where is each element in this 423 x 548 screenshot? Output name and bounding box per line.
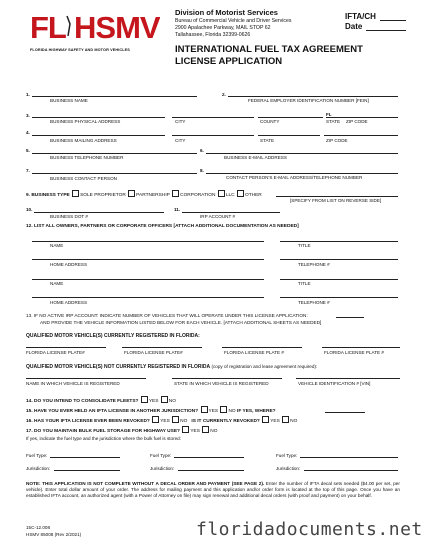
question-14-text: 14. DO YOU INTEND TO CONSOLIDATE FLEETS? (26, 399, 139, 404)
jurisdiction-field-3[interactable] (304, 470, 398, 471)
reg-state-field[interactable] (172, 378, 282, 379)
other-label: OTHER (244, 193, 262, 198)
owners-heading: 12. LIST ALL OWNERS, PARTNERS OR CORPORATE OFFICERS [ATTACH ADDITIONAL DOCUMENTATION AS NEEDED] (26, 224, 299, 229)
mailing-state-field[interactable] (258, 135, 320, 136)
contact-email-field[interactable] (206, 173, 398, 174)
agency-logo (30, 10, 160, 50)
question-14 (26, 396, 176, 404)
officer-2-address-field[interactable] (32, 297, 264, 298)
state-fl-value: FL (326, 112, 332, 117)
q15-where-label: IF YES, WHERE? (237, 409, 276, 414)
zip-label: ZIP CODE (346, 119, 368, 124)
q15-yes-checkbox[interactable] (201, 406, 208, 413)
officer-2-title-field[interactable] (280, 279, 398, 280)
logo-text: FL (30, 10, 66, 42)
mailing-city-label: CITY (175, 138, 186, 143)
q16-current-no-checkbox[interactable] (282, 416, 289, 423)
officer-1-name-field[interactable] (32, 241, 264, 242)
business-name-field[interactable] (32, 96, 197, 97)
contact-email-label: CONTACT PERSON'S E-MAIL ADDRESS/TELEPHONE NUMBER (226, 175, 363, 180)
footer-note (26, 481, 400, 499)
q15-where-field[interactable] (325, 412, 365, 413)
ifta-ch-label: IFTA/CH (345, 12, 376, 21)
yes-label: YES (270, 419, 280, 424)
fuel-type-label-3: Fuel Type: (276, 453, 298, 458)
sole-proprietor-label: SOLE PROPRIETOR (80, 193, 126, 198)
irp-vehicle-instruction-2: AND PROVIDE THE VEHICLE INFORMATION LISTED BELOW FOR EACH VEHICLE. [ATTACH ADDITIONAL SHEETS AS NEEDED] (40, 320, 322, 325)
officer-1-address-field[interactable] (32, 259, 264, 260)
no-label: NO (210, 429, 218, 434)
dot-label: BUSINESS DOT # (50, 214, 88, 219)
field-number: 5. (26, 148, 30, 153)
jurisdiction-field-1[interactable] (54, 470, 120, 471)
question-15 (26, 406, 276, 414)
question-16 (26, 416, 297, 424)
physical-address-field[interactable] (32, 117, 165, 118)
yes-label: YES (148, 399, 159, 404)
business-name-label: BUSINESS NAME (50, 98, 88, 103)
q16-no-checkbox[interactable] (172, 416, 179, 423)
form-title-1: INTERNATIONAL FUEL TAX AGREEMENT (175, 44, 363, 55)
footer-note-text: Enter the number of IFTA decal sets needed ($4.00 per set, per vehicle). Enter total dollar amount of your order. The address for mailing payment and this application and/or order form is located at the top of this page. Once you have an established IFTA account, an authorized agent (with a Power of Attorney on file) may sign renewal and additional decal orders (with proof and payment) on your behalf. (26, 481, 400, 498)
llc-label: LLC (225, 193, 235, 198)
irp-label: IRP ACCOUNT # (200, 214, 236, 219)
ifta-ch-field[interactable] (380, 20, 406, 21)
officer-name-label: NAME (50, 281, 64, 286)
field-number: 8. (200, 168, 204, 173)
mailing-state-label: STATE (260, 138, 275, 143)
footer-note-bold: NOTE: THIS APPLICATION IS NOT COMPLETE WITHOUT A DECAL ORDER AND PAYMENT (SEE PAGE 2). (26, 481, 265, 486)
address-line-1: 2900 Apalachee Parkway, MAIL STOP 62 (175, 25, 271, 31)
field-number: 7. (26, 168, 30, 173)
qualified-not-fl-heading (26, 364, 317, 370)
date-label: Date (345, 22, 363, 31)
city-label: CITY (175, 119, 186, 124)
officer-1-title-field[interactable] (280, 241, 398, 242)
officer-title-label: TITLE (298, 243, 311, 248)
llc-checkbox[interactable] (218, 190, 225, 197)
plate-label-1: FLORIDA LICENSE PLATE# (26, 350, 85, 355)
reg-state-label: STATE IN WHICH VEHICLE IS REGISTERED (174, 381, 269, 386)
irp-vehicle-instruction: 13. IF NO ACTIVE IRP ACCOUNT: INDICATE NUMBER OF VEHICLES THAT WILL OPERATE UNDER THIS LICENSE APPLICATION: (26, 313, 308, 318)
fuel-type-label-1: Fuel Type: (26, 453, 48, 458)
reg-name-field[interactable] (26, 378, 146, 379)
county-field[interactable] (258, 117, 323, 118)
mailing-city-field[interactable] (172, 135, 254, 136)
plate-label-2: FLORIDA LICENSE PLATE# (124, 350, 183, 355)
fuel-type-label-2: Fuel Type: (150, 453, 172, 458)
corporation-checkbox[interactable] (172, 190, 179, 197)
field-number: 2. (222, 92, 226, 97)
state-label: STATE (326, 119, 341, 124)
zip-field[interactable] (326, 117, 398, 118)
yes-label: YES (208, 409, 219, 414)
officer-phone-label: TELEPHONE # (298, 262, 330, 267)
officer-phone-label: TELEPHONE # (298, 300, 330, 305)
jurisdiction-label-2: Jurisdiction: (150, 466, 175, 471)
county-label: COUNTY (260, 119, 280, 124)
officer-2-name-field[interactable] (32, 279, 264, 280)
form-revision: HSMV 85008 (Rev 2/2021) (26, 532, 82, 537)
fein-label: FEDERAL EMPLOYER IDENTIFICATION NUMBER [FEIN] (248, 98, 369, 103)
no-label: NO (290, 419, 298, 424)
telephone-field[interactable] (32, 153, 197, 154)
plate-label-4: FLORIDA LICENSE PLATE # (324, 350, 384, 355)
jurisdiction-field-2[interactable] (178, 470, 244, 471)
q15-no-checkbox[interactable] (220, 406, 227, 413)
sole-proprietor-checkbox[interactable] (72, 190, 79, 197)
contact-person-label: BUSINESS CONTACT PERSON (50, 176, 117, 181)
plate-field-4[interactable] (322, 347, 400, 348)
field-number: 11. (174, 207, 181, 212)
logo-subtitle: FLORIDA HIGHWAY SAFETY AND MOTOR VEHICLES (30, 48, 130, 52)
question-16-text: 16. HAS YOUR IFTA LICENSE EVER BEEN REVOKED? (26, 419, 150, 424)
irp-field[interactable] (182, 212, 280, 213)
logo-graphic (30, 10, 160, 42)
officer-name-label: NAME (50, 243, 64, 248)
fuel-type-field-1[interactable] (50, 457, 120, 458)
q16-yes-checkbox[interactable] (152, 416, 159, 423)
corporation-label: CORPORATION (180, 193, 216, 198)
mailing-zip-label: ZIP CODE (326, 138, 348, 143)
jurisdiction-label-1: Jurisdiction: (26, 466, 51, 471)
q14-yes-checkbox[interactable] (141, 396, 148, 403)
watermark: floridadocuments.net (196, 519, 423, 540)
dot-field[interactable] (34, 212, 164, 213)
partnership-checkbox[interactable] (128, 190, 135, 197)
yes-label: YES (190, 429, 200, 434)
field-number: 4. (26, 130, 30, 135)
q17-yes-checkbox[interactable] (182, 426, 189, 433)
address-line-2: Tallahassee, Florida 32399-0626 (175, 32, 251, 38)
plate-field-1[interactable] (26, 347, 106, 348)
specify-note: [SPECIFY FROM LIST ON REVERSE SIDE] (290, 198, 382, 203)
fuel-type-field-2[interactable] (174, 457, 244, 458)
business-type-label: 9. BUSINESS TYPE (26, 193, 70, 198)
date-field[interactable] (366, 30, 406, 31)
vin-field[interactable] (296, 378, 400, 379)
telephone-label: BUSINESS TELEPHONE NUMBER (50, 155, 124, 160)
division-title: Division of Motorist Services (175, 8, 278, 17)
question-17-text: 17. DO YOU MAINTAIN BULK FUEL STORAGE FOR HIGHWAY USE? (26, 429, 180, 434)
vin-label: VEHICLE IDENTIFICATION # [VIN] (298, 381, 371, 386)
logo-text-hsmv: HSMV (74, 10, 160, 42)
form-number: 15C-12.008 (26, 525, 51, 530)
qualified-not-fl-note: (copy of registration and lease agreement required): (211, 364, 318, 369)
officer-1-phone-field[interactable] (280, 259, 398, 260)
field-number: 3. (26, 113, 30, 118)
form-title-2: LICENSE APPLICATION (175, 56, 283, 67)
fuel-type-field-3[interactable] (300, 457, 398, 458)
field-number: 6. (200, 148, 204, 153)
q17-no-checkbox[interactable] (202, 426, 209, 433)
officer-title-label: TITLE (298, 281, 311, 286)
email-label: BUSINESS E-MAIL ADDRESS (224, 155, 287, 160)
mailing-zip-field[interactable] (324, 135, 398, 136)
mailing-address-field[interactable] (32, 135, 165, 136)
no-label: NO (228, 409, 236, 414)
city-field[interactable] (172, 117, 254, 118)
officer-2-phone-field[interactable] (280, 297, 398, 298)
vehicle-count-field[interactable] (336, 317, 364, 318)
contact-person-field[interactable] (32, 173, 197, 174)
q16-current-yes-checkbox[interactable] (262, 416, 269, 423)
question-17 (26, 426, 217, 434)
plate-field-2[interactable] (122, 347, 202, 348)
qualified-not-fl-title: QUALIFIED MOTOR VEHICLE(S) NOT CURRENTLY REGISTERED IN FLORIDA (26, 364, 211, 370)
mailing-address-label: BUSINESS MAILING ADDRESS (50, 138, 117, 143)
no-label: NO (168, 399, 176, 404)
reg-name-label: NAME IN WHICH VEHICLE IS REGISTERED (26, 381, 120, 386)
bureau-text: Bureau of Commercial Vehicle and Driver Services (175, 18, 292, 24)
partnership-label: PARTNERSHIP (136, 193, 170, 198)
bulk-fuel-note: If yes, indicate the fuel type and the jurisdiction where the bulk fuel is stored: (26, 436, 181, 441)
q16-current-label: IS IT CURRENTLY REVOKED? (191, 419, 260, 424)
officer-address-label: HOME ADDRESS (50, 262, 88, 267)
other-specify-field[interactable] (276, 196, 398, 197)
yes-label: YES (160, 419, 170, 424)
q14-no-checkbox[interactable] (161, 396, 168, 403)
other-checkbox[interactable] (237, 190, 244, 197)
physical-address-label: BUSINESS PHYSICAL ADDRESS (50, 119, 121, 124)
qualified-fl-heading: QUALIFIED MOTOR VEHICLE(S) CURRENTLY REGISTERED IN FLORIDA: (26, 333, 200, 339)
jurisdiction-label-3: Jurisdiction: (276, 466, 301, 471)
fein-field[interactable] (228, 96, 398, 97)
business-type-row (26, 190, 262, 198)
field-number: 10. (26, 207, 33, 212)
officer-address-label: HOME ADDRESS (50, 300, 88, 305)
plate-label-3: FLORIDA LICENSE PLATE # (224, 350, 284, 355)
plate-field-3[interactable] (222, 347, 302, 348)
email-field[interactable] (206, 153, 398, 154)
no-label: NO (180, 419, 188, 424)
field-number: 1. (26, 92, 30, 97)
question-15-text: 15. HAVE YOU EVER HELD AN IFTA LICENSE IN ANOTHER JURISDICTION? (26, 409, 199, 414)
